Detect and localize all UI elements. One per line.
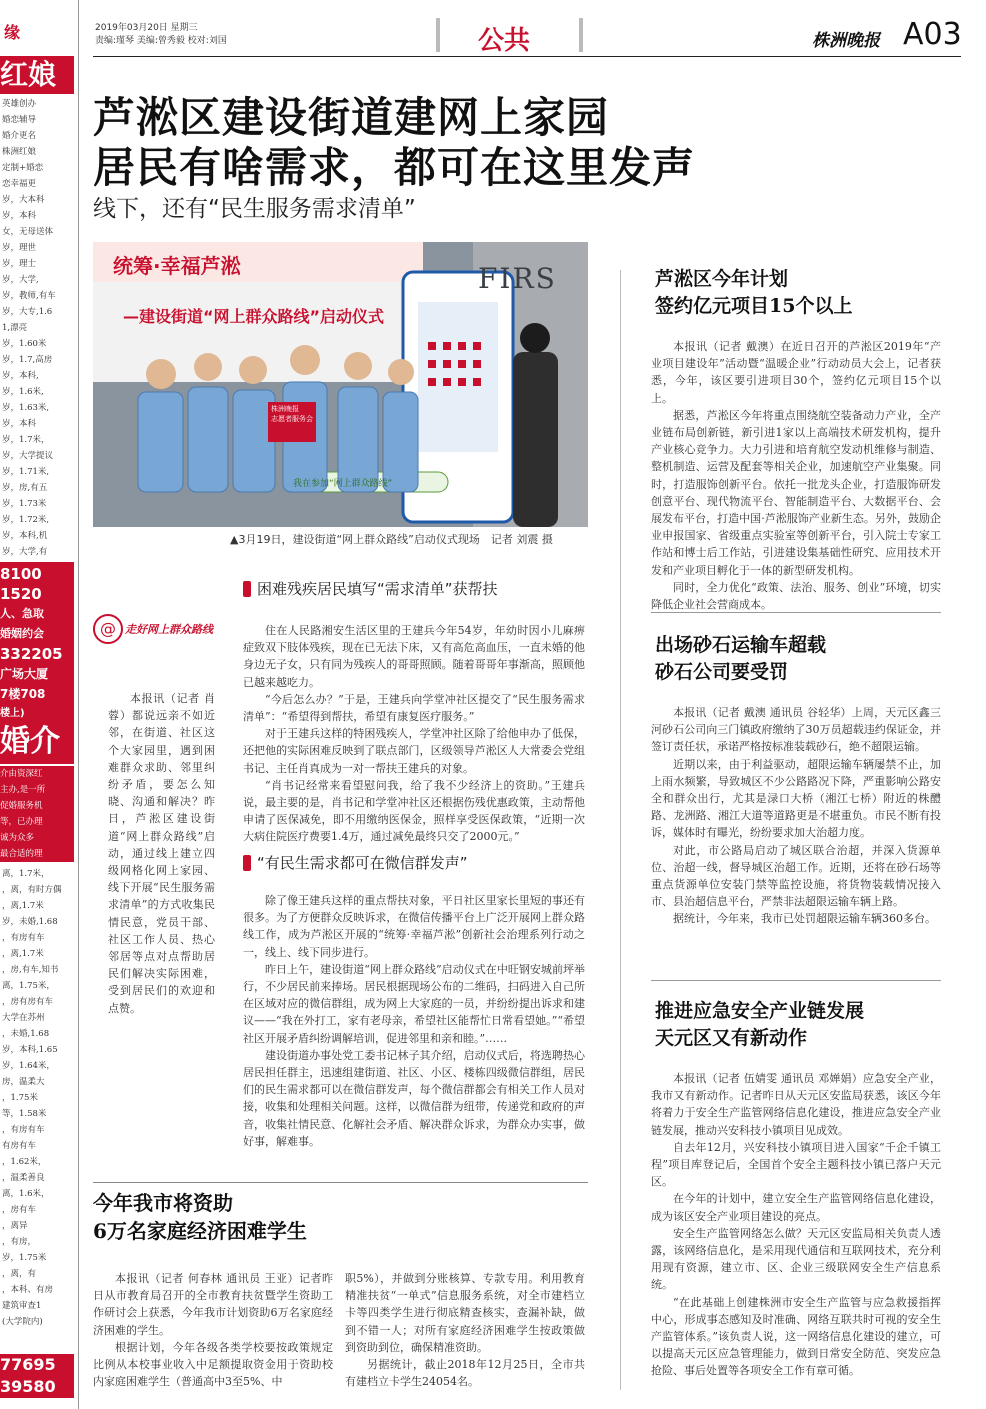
headline-line-2: 居民有啥需求，都可在这里发声 bbox=[93, 143, 696, 192]
right-rule-2 bbox=[651, 980, 941, 981]
ad-lines-bottom: 离，1.7米， ，离，有时方偶 ，离,1.7米 岁，未婚,1.68 ，有房有车 ，离,1.7米 ，房,有车,知书 离，1.75米， ，房有房有车 大学在苏州 ，未婚,1.68 岁，本科,1.65 岁，1.64米， 房，温柔大 ，1.75米 等，1.58米 ，有房有车 有房有车 ，1.62米， ，温柔善良 离，1.6米， ，房有车 ，离异 ，有房， 岁，1.75米 ，离，有 ，本科、有房 建筑审查1 (大学院内) bbox=[2, 869, 62, 1327]
header-rule bbox=[93, 56, 961, 57]
right-rule-1 bbox=[651, 612, 941, 613]
section-marker bbox=[243, 855, 251, 871]
ad-divider bbox=[78, 0, 79, 1409]
page-number: A03 bbox=[903, 17, 962, 52]
ad-phone-block: 8100 1520 人、急取 婚姻约会 332205 广场大厦 7楼708 楼上) bbox=[0, 562, 74, 720]
ad-red-info: 介由资深红 主办,是一所 促婚服务机 等，已办理 诚为众多 最合适的理 bbox=[0, 766, 74, 862]
left-ad-bottom bbox=[0, 720, 74, 1409]
right-2-body: 本报讯（记者 戴澳 通讯员 谷轻华）上周，天元区鑫三河砂石公司向三门镇政府缴纳了30万员超载违约保证金，并签订责任状，承诺严格按标准装载砂石，绝不超限运输。 近期以来，由于利益驱动，超限运输车辆屡禁不止，加上雨水频繁，导致城区不少公路路况下降，严重影响公路安全和群众出行，尤其是渌口大桥（湘江七桥）附近的株醴路、龙洲路、湘江大道等道路更是不堪重负。市民不断有投诉，媒体时有曝光，纷纷要求加大治超力度。 对此，市公路局启动了城区联合治超，并深入货源单位、治超一线，督导城区治超工作。近期，还将在砂石场等重点货源单位安装门禁等监控设施，将货物装载情况接入市、县治超信息平台，严禁非法超限运输车辆上路。 据统计，今年来，我市已处罚超限运输车辆360多台。 bbox=[651, 706, 941, 926]
ad-small-title: 缘 bbox=[4, 23, 21, 42]
right-1-headline-2: 签约亿元项目15个以上 bbox=[655, 295, 853, 317]
bottom-headline-1: 今年我市将资助 bbox=[93, 1191, 233, 1215]
right-1-headline-1: 芦淞区今年计划 bbox=[655, 268, 789, 290]
bottom-story-rule bbox=[93, 1182, 588, 1183]
bottom-headline-2: 6万名家庭经济困难学生 bbox=[93, 1219, 307, 1243]
header-divider bbox=[579, 18, 583, 52]
at-icon: @ bbox=[93, 614, 123, 644]
right-2-headline-1: 出场砂石运输车超载 bbox=[655, 634, 827, 656]
event-photo bbox=[93, 242, 588, 527]
header-divider bbox=[436, 18, 440, 52]
subsection-2-title: “有民生需求都可在微信群发声” bbox=[243, 852, 468, 873]
column-logo bbox=[93, 614, 233, 644]
left-ad-top bbox=[0, 0, 74, 720]
photo-screen-text: 我在参加“网上群众路线” bbox=[293, 479, 393, 489]
right-2-headline-2: 砂石公司要受罚 bbox=[655, 661, 789, 683]
newspaper-logo: 株洲晚报 bbox=[812, 31, 880, 51]
staff-credits: 责编:瑾琴 美编:曾秀毅 校对:刘国 bbox=[95, 36, 227, 46]
ad-title-red: 红娘 bbox=[0, 56, 74, 94]
subheadline: 线下，还有“民生服务需求清单” bbox=[93, 196, 416, 222]
photo-banner-text-2: —建设街道“网上群众路线”启动仪式 bbox=[123, 307, 385, 326]
ad-title-marriage: 婚介 bbox=[0, 720, 74, 764]
right-3-headline-1: 推进应急安全产业链发展 bbox=[655, 1000, 865, 1022]
right-3-body: 本报讯（记者 伍婧雯 通讯员 邓婵娟）应急安全产业，我市又有新动作。记者昨日从天元区安监局获悉，该区今年将着力于安全生产监管网络信息化建设，推进应急安全产业链发展，推动兴安科技小镇项目见成效。 自去年12月，兴安科技小镇项目进入国家“千企千镇工程”项目库登记后，全国首个安全主题科技小镇已落户天元区。 在今年的计划中，建立安全生产监管网络信息化建设，成为该区安全产业项目建设的亮点。 安全生产监管网络怎么做？天元区安监局相关负责人透露，该网络信息化，是采用现代通信和互联网技术，充分利用现有资源，建立市、区、企业三级联网安全生产信息系统。 “在此基础上创建株洲市安全生产监管与应急救援指挥中心，形成事态感知及时准确、网络互联共时可视的安全生产监管体系。”该负责人说，这一网络信息化建设的建立，可以提高天元区应急管理能力，做到日常安全防范、突发应急抢险、事后处置等各项安全工作有章可循。 bbox=[651, 1072, 941, 1378]
photo-caption: ▲3月19日，建设街道“网上群众路线”启动仪式现场 记者 刘震 摄 bbox=[230, 533, 553, 546]
intro-paragraph: 本报讯（记者 肖蓉）都说远亲不如近邻，在街道、社区这个大家园里，遇到困难群众求助、邻里纠纷矛盾，要怎么知晓、沟通和解决？昨日，芦淞区建设街道“网上群众路线”启动，通过线上建立四级网格化网上家园、线下开展“民生服务需求清单”的方式收集民情民意，党员干部、社区工作人员、热心邻居等点对点帮助居民们解决实际困难，受到居民们的欢迎和点赞。 bbox=[108, 692, 215, 1015]
subsection-1-body: 住在人民路湘安生活区里的王建兵今年54岁，年幼时因小儿麻痹症致双下肢体残疾，现在已无法下床，又有高危高血压，一直未婚的他身边无子女，只有同为残疾人的哥哥照顾。随着哥哥年事渐高，照顾他已越来越吃力。 “今后怎么办？”于是，王建兵向学堂冲社区提交了“民生服务需求清单”：“希望得到帮扶，希望有康复医疗服务。” 对于王建兵这样的特困残疾人，学堂冲社区除了给他申办了低保，还把他的实际困难反映到了联点部门，区级领导芦淞区人大常委会党组书记、主任肖真成为一对一帮扶王建兵的对象。 “肖书记经常来看望慰问我，给了我不少经济上的资助。”王建兵说，最主要的是，肖书记和学堂冲社区还根据伤残优惠政策，主动帮他申请了医保减免，即不用缴纳医保金，照样享受医保政策，“近期一次大病住院医疗费要1.4万，通过减免最终只交了2000元。” bbox=[243, 624, 585, 844]
subsection-1-title: 困难残疾居民填写“需求清单”获帮扶 bbox=[243, 578, 498, 599]
bottom-story-col-1: 本报讯（记者 何春林 通讯员 王亚）记者昨日从市教育局召开的全市教育扶贫暨学生资助工作研讨会上获悉，今年我市计划资助6万名家庭经济困难的学生。 根据计划，今年各级各类学校要按政策规定比例从本校事业收入中足额提取资金用于资助校内家庭困难学生（普通高中3至5%、中 bbox=[93, 1272, 333, 1389]
right-1-body: 本报讯（记者 戴澳）在近日召开的芦淞区2019年“产业项目建设年”活动暨“温暖企业”行动动员大会上，记者获悉，今年，该区要引进项目30个，签约亿元项目15个以上。 据悉，芦淞区今年将重点围绕航空装备动力产业，全产业链布局创新链，新引进1家以上高端技术研发机构，提升产业核心竞争力。大力引进和培育航空发动机维修与制造、整机制造、运营及配套等相关企业，加速航空产业集聚。同时，打造服饰创新平台。依托一批龙头企业，打造服饰研发创意平台、现代物流平台、智能制造平台、大数据平台、会展发布平台，打造中国·芦淞服饰产业新生态。另外，鼓励企业申报国家、省级重点实验室等创新平台，引入院士专家工作站和博士后工作站，引进建设集基础性研究、应用技术开发和产业项目孵化于一体的新型研发机构。 同时，全力优化“政策、法治、服务、创业”环境，切实降低企业社会营商成本。 bbox=[651, 340, 941, 612]
ad-phone-bottom: 77695 39580 bbox=[0, 1354, 74, 1398]
issue-date: 2019年03月20日 星期三 bbox=[95, 23, 198, 33]
column-divider bbox=[620, 270, 621, 1390]
ad-lines-top: 英雄创办 婚恋辅导 婚介更名 株洲红娘 定制+婚恋 恋幸福更 岁，大本科 岁，本科 女，无母送体 岁，理世 岁，理士 岁，大学, 岁，教师,有车 岁，大专,1.6 1,漂亮 岁，1.60米 岁，1.7,高房 岁，本科, 岁，1.6米, 岁，1.63米, 岁，本科 岁，1.7米， 岁，大学提议 岁，1.71米, 岁，房,有五 岁，1.73米 岁，1.72米, 岁，本科,机 岁，大学,有 bbox=[2, 99, 56, 557]
photo-banner-text: 统筹·幸福芦淞 bbox=[113, 254, 241, 278]
headline-line-1: 芦淞区建设街道建网上家园 bbox=[93, 93, 610, 142]
subsection-2-body: 除了像王建兵这样的重点帮扶对象，平日社区里家长里短的事还有很多。为了方便群众反映诉求，在微信传播平台上广泛开展网上群众路线工作，成为芦淞区开展的“统筹·幸福芦淞”创新社会治理系列行动之一，线上、线下同步进行。 昨日上午，建设街道“网上群众路线”启动仪式在中旺钢安城前坪举行，不少居民前来捧场。居民根据现场公布的二维码，扫码进入自己所在区域对应的微信群组，成为网上大家庭的一员，并纷纷提出诉求和建议——“我在外打工，家有老母亲，希望社区能帮忙日常看望她。”“希望社区开展矛盾纠纷调解培训，促进邻里和亲和睦。”…… 建设街道办事处党工委书记林子其介绍，启动仪式后，将选聘热心居民担任群主，迅速组建街道、社区、小区、楼栋四级微信群组，居民们的民生需求都可以在微信群发声，每个微信群都会有相关工作人员对接，收集和处理相关问题。这样，以微信群为纽带，传递党和政府的声音，收集社情民意、化解社会矛盾、解决群众诉求，为群众办实事，做好事，解难事。 bbox=[243, 894, 585, 1148]
photo-sign-text: 株洲晚报 志愿者服务会 bbox=[271, 405, 313, 423]
column-logo-text: 走好网上群众路线 bbox=[125, 623, 213, 636]
section-title: 公共 bbox=[478, 26, 531, 56]
section-marker bbox=[243, 581, 251, 597]
photo-store-sign: FIRS bbox=[478, 262, 557, 295]
bottom-story-col-2: 职5%），并做到分账核算、专款专用。利用教育精准扶贫“一单式”信息服务系统，对全市建档立卡等四类学生进行彻底精查核实，查漏补缺，做到不错一人；对所有家庭经济困难学生按政策做到资助到位，确保精准资助。 另据统计，截止2018年12月25日，全市共有建档立卡学生24054名。 bbox=[345, 1272, 585, 1389]
right-3-headline-2: 天元区又有新动作 bbox=[655, 1027, 808, 1049]
